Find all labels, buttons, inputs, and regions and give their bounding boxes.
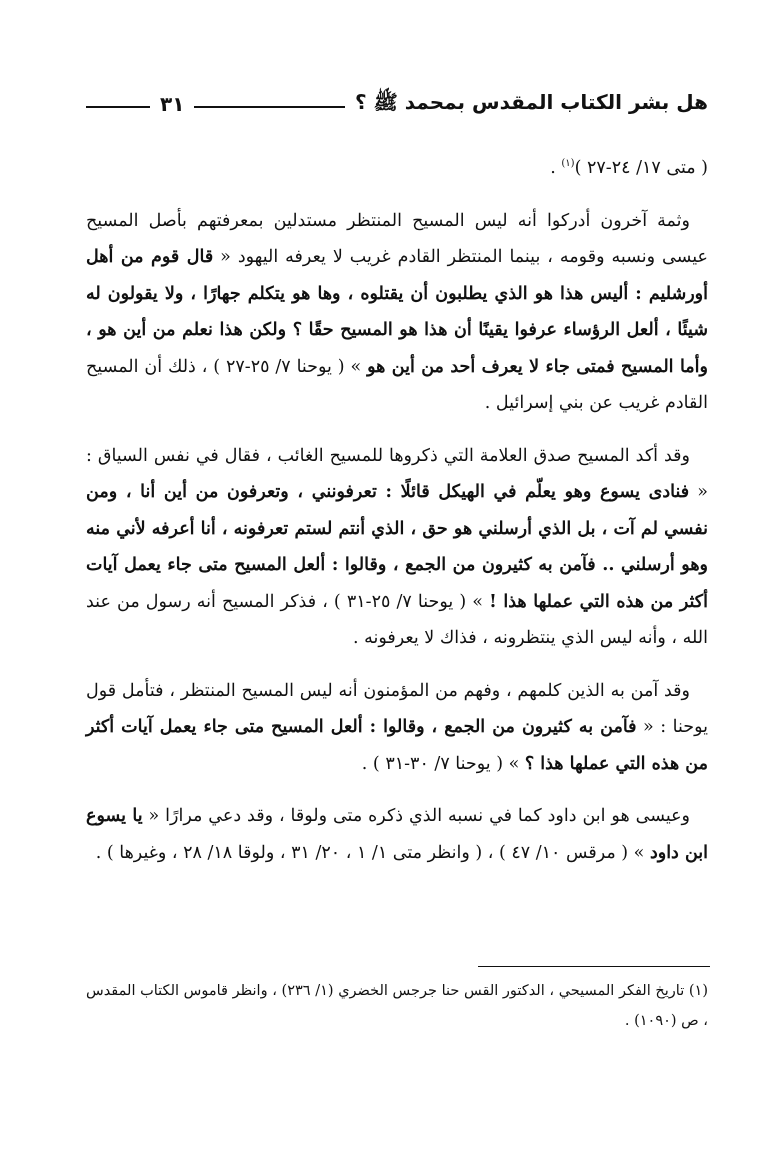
- footnote-ref: (١): [561, 158, 575, 170]
- paragraph-2: [86, 203, 708, 422]
- quotation-bold: قال قوم من أهل أورشليم : أليس هذا هو الذي يطلبون أن يقتلوه ، وها هو يتكلم جهارًا ، ولا يقولون له شيئًا ، ألعل الرؤساء عرفوا يقينًا أن هذا هو المسيح حقًا ؟ ولكن هذا نعلم من أين هو ، وأما المسيح فمتى جاء لا يعرف أحد من أين هو: [86, 247, 708, 377]
- quotation-bold: يا يسوع ابن داود: [86, 806, 708, 863]
- quotation-bold: فنادى يسوع وهو يعلّم في الهيكل قائلًا : تعرفونني ، وتعرفون من أين أنا ، ومن نفسي لم آت ، بل الذي أرسلني هو حق ، الذي أنتم لستم تعرفونه ، أنا أعرفه لأني منه وهو أرسلني .. فآمن به كثيرون من الجمع ، وقالوا : ألعل المسيح متى جاء يعمل آيات أكثر من هذه التي عملها هذا !: [86, 482, 708, 612]
- paragraph-text-after: » ( يوحنا ٧/ ٢٥-٢٧ ) ، ذلك أن المسيح القادم غريب عن بني إسرائيل .: [86, 356, 708, 413]
- paragraph-text-after: » ( يوحنا ٧/ ٣٠-٣١ ) .: [361, 753, 525, 774]
- paragraph-text: وعيسى هو ابن داود كما في نسبه الذي ذكره متى ولوقا ، وقد دعي مرارًا «: [142, 806, 690, 826]
- footnote: (١) تاريخ الفكر المسيحي ، الدكتور القس حنا جرجس الخضري (١/ ٢٣٦) ، وانظر قاموس الكتاب المقدس ، ص (١٠٩٠) .: [86, 983, 708, 1029]
- paragraph-text-after: » ( مرقس ١٠/ ٤٧ ) ، ( وانظر متى ١/ ١ ، ٢٠/ ٣١ ، ولوقا ١٨/ ٢٨ ، وغيرها ) .: [95, 842, 650, 863]
- header-rule: [194, 106, 345, 108]
- running-title: هل بشر الكتاب المقدس بمحمد ﷺ ؟: [355, 89, 708, 114]
- page-number: ٣١: [160, 92, 185, 116]
- paragraph-text: وقد آمن به الذين كلمهم ، وفهم من المؤمنون أنه ليس المسيح المنتظر ، فتأمل قول يوحنا : «: [86, 680, 708, 737]
- paragraph-text: وثمة آخرون أدركوا أنه ليس المسيح المنتظر مستدلين بمعرفتهم بأصل المسيح عيسى ونسبه وقومه ، بينما المنتظر القادم غريب لا يعرفه اليهود «: [86, 210, 708, 267]
- paragraph-3: [86, 438, 708, 657]
- header-rule-end: [86, 106, 150, 108]
- quotation-bold: فآمن به كثيرون من الجمع ، وقالوا : ألعل المسيح متى جاء يعمل آيات أكثر من هذه التي عملها هذا ؟: [86, 717, 708, 774]
- paragraph-4: [86, 673, 708, 783]
- body-text: [86, 150, 708, 887]
- citation-text: ( متى ١٧/ ٢٤-٢٧ ): [574, 158, 708, 178]
- paragraph-5: [86, 798, 708, 871]
- running-header: [86, 86, 708, 122]
- paragraph-text-after: » ( يوحنا ٧/ ٢٥-٣١ ) ، فذكر المسيح أنه رسول من عند الله ، وأنه ليس الذي ينتظرونه ، فذاك لا يعرفونه .: [86, 591, 708, 648]
- paragraph-end: .: [550, 158, 562, 178]
- footnote-separator: [478, 966, 710, 967]
- paragraph-text: وقد أكد المسيح صدق العلامة التي ذكروها للمسيح الغائب ، فقال في نفس السياق : «: [86, 445, 708, 502]
- paragraph-1: [86, 150, 708, 187]
